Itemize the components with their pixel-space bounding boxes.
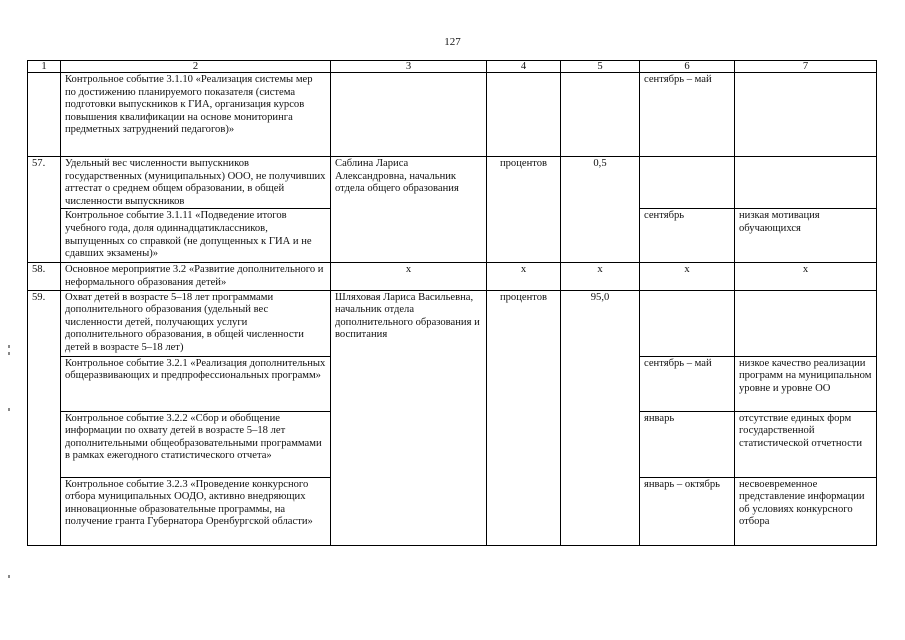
- row-number: 59.: [28, 290, 61, 545]
- period-cell: январь: [640, 411, 735, 477]
- risk-cell: отсутствие единых форм государственной статистической отчетности: [735, 411, 877, 477]
- row-number: [28, 73, 61, 157]
- risk-cell: [735, 290, 877, 356]
- risk-cell: несвоевременное представление информации об условиях конкурсного отбора: [735, 477, 877, 545]
- target-value: 95,0: [561, 290, 640, 545]
- risk-cell: низкое качество реализации программ на муниципальном уровне и уровне ОО: [735, 356, 877, 411]
- risk-cell: [735, 73, 877, 157]
- column-header-2: 2: [61, 61, 331, 73]
- value-cell: [561, 73, 640, 157]
- scan-speck: [8, 575, 10, 578]
- event-description: Контрольное событие 3.1.11 «Подведение итогов учебного года, доля одиннадцатиклассников, выпущенных со справкой (не допущенных к ГИА и не сдавших экзамены)»: [61, 209, 331, 263]
- event-description: Контрольное событие 3.1.10 «Реализация системы мер по достижению планируемого показателя (система подготовки выпускников к ГИА, организация курсов повышения квалификации на основе мониторинга предметных затруднений педагогов)»: [61, 73, 331, 157]
- main-activity-description: Основное мероприятие 3.2 «Развитие дополнительного и неформального образования детей»: [61, 263, 331, 290]
- responsible-person: Шляховая Лариса Васильевна, начальник отдела дополнительного образования и воспитания: [331, 290, 487, 545]
- indicator-description: Охват детей в возрасте 5–18 лет программами дополнительного образования (удельный вес численности детей, получающих услуги дополнительного образования, в общей численности детей в возрасте 5–18 лет): [61, 290, 331, 356]
- column-header-row: [28, 61, 877, 73]
- responsible-person: Саблина Лариса Александровна, начальник отдела общего образования: [331, 157, 487, 263]
- column-header-1: 1: [28, 61, 61, 73]
- row-number: 57.: [28, 157, 61, 263]
- placeholder-mark: х: [735, 263, 877, 290]
- unit-of-measure: процентов: [487, 290, 561, 545]
- period-cell: [640, 290, 735, 356]
- event-description: Контрольное событие 3.2.3 «Проведение конкурсного отбора муниципальных ООДО, активно внедряющих инновационные образовательные программы, на получение гранта Губернатора Оренбургской области»: [61, 477, 331, 545]
- unit-of-measure: процентов: [487, 157, 561, 263]
- event-description: Контрольное событие 3.2.1 «Реализация дополнительных общеразвивающих и предпрофессиональных программ»: [61, 356, 331, 411]
- table-row: [28, 290, 877, 356]
- page-number: 127: [444, 36, 461, 48]
- plan-table: [27, 60, 877, 546]
- placeholder-mark: х: [561, 263, 640, 290]
- placeholder-mark: х: [331, 263, 487, 290]
- placeholder-mark: х: [487, 263, 561, 290]
- scan-speck: [8, 352, 10, 355]
- column-header-5: 5: [561, 61, 640, 73]
- period-cell: сентябрь – май: [640, 356, 735, 411]
- risk-cell: низкая мотивация обучающихся: [735, 209, 877, 263]
- column-header-3: 3: [331, 61, 487, 73]
- table-row: [28, 157, 877, 209]
- unit-cell: [487, 73, 561, 157]
- risk-cell: [735, 157, 877, 209]
- column-header-6: 6: [640, 61, 735, 73]
- target-value: 0,5: [561, 157, 640, 263]
- event-description: Контрольное событие 3.2.2 «Сбор и обобщение информации по охвату детей в возрасте 5–18 лет дополнительными общеобразовательными программами в рамках ежегодного статистического отчета»: [61, 411, 331, 477]
- table-row: [28, 73, 877, 157]
- indicator-description: Удельный вес численности выпускников государственных (муниципальных) ООО, не получивших аттестат о среднем общем образовании, в общей численности выпускников: [61, 157, 331, 209]
- table-row: [28, 263, 877, 290]
- column-header-7: 7: [735, 61, 877, 73]
- scan-speck: [8, 408, 10, 411]
- scan-speck: [8, 345, 10, 348]
- placeholder-mark: х: [640, 263, 735, 290]
- column-header-4: 4: [487, 61, 561, 73]
- period-cell: сентябрь – май: [640, 73, 735, 157]
- period-cell: январь – октябрь: [640, 477, 735, 545]
- period-cell: сентябрь: [640, 209, 735, 263]
- period-cell: [640, 157, 735, 209]
- row-number: 58.: [28, 263, 61, 290]
- responsible-cell: [331, 73, 487, 157]
